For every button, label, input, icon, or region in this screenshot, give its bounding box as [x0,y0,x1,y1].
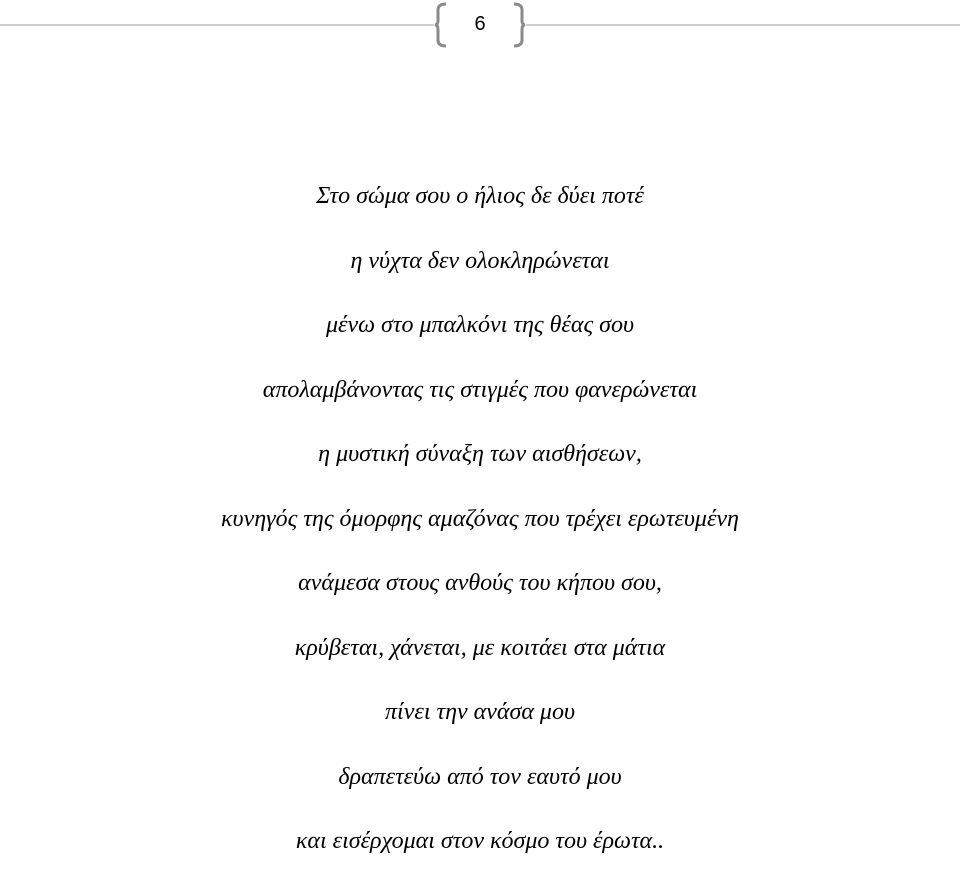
page-number-frame [434,2,526,48]
header-rule-right [526,24,960,26]
page-number: 6 [474,13,486,35]
poem-body [0,176,960,886]
poem-line: δραπετεύω από τον εαυτό μου [338,763,622,790]
poem-line: η μυστική σύναξη των αισθήσεων, [318,441,642,467]
poem-line: πίνει την ανάσα μου [385,699,575,725]
right-bracket-icon [512,2,526,48]
poem-line: Στο σώμα σου ο ήλιος δε δύει ποτέ [316,183,644,209]
poem-line: κυνηγός της όμορφης αμαζόνας που τρέχει ερωτευμένη [221,505,739,532]
header-rule-left [0,24,434,26]
poem-line: ανάμεσα στους ανθούς του κήπου σου, [298,570,662,596]
poem-line: και εισέρχομαι στον κόσμο του έρωτα.. [295,828,665,854]
poem-line: μένω στο μπαλκόνι της θέας σου [325,312,635,338]
poem-line: η νύχτα δεν ολοκληρώνεται [350,247,610,274]
poem-line: κρύβεται, χάνεται, με κοιτάει στα μάτια [294,634,666,661]
poem-line: απολαμβάνοντας τις στιγμές που φανερώνεται [262,376,698,403]
